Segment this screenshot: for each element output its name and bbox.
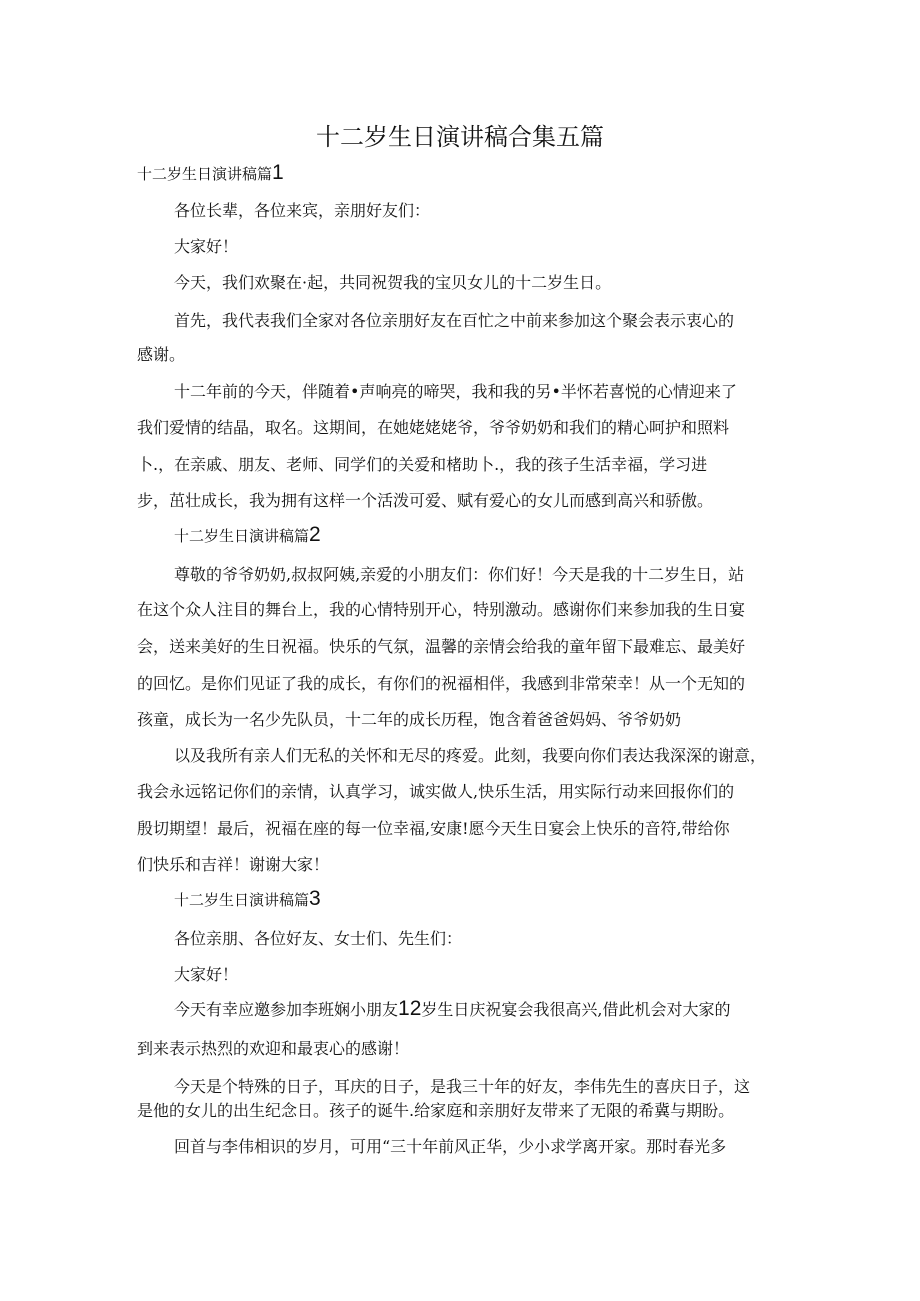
- section-1-number: 1: [272, 161, 284, 184]
- paragraph-line: 殷切期望！最后，祝福在座的每一位幸福,安康!愿今天生日宴会上快乐的音符,带给你: [137, 819, 730, 838]
- paragraph-line: 大家好！: [174, 237, 239, 256]
- section-2-number: 2: [309, 523, 321, 546]
- paragraph-line: 步，茁壮成长，我为拥有这样一个活泼可爱、赋有爱心的女儿而感到高兴和骄傲。: [137, 491, 714, 510]
- paragraph-line: 各位长辈，各位来宾，亲朋好友们：: [174, 201, 431, 220]
- document-title: 十二岁生日演讲稿合集五篇: [316, 123, 604, 151]
- paragraph-line: 会，送来美好的生日祝福。快乐的气氛，温馨的亲情会给我的童年留下最难忘、最美好: [137, 637, 746, 656]
- section-1-heading-text: 十二岁生日演讲稿篇: [137, 165, 273, 183]
- paragraph-line: 在这个众人注目的舞台上，我的心情特别开心，特别激动。感谢你们来参加我的生日宴: [137, 600, 746, 619]
- paragraph-line: 孩童，成长为一名少先队员，十二年的成长历程，饱含着爸爸妈妈、爷爷奶奶: [137, 710, 682, 729]
- paragraph-line: 的回忆。是你们见证了我的成长，有你们的祝福相伴，我感到非常荣幸！从一个无知的: [137, 674, 746, 693]
- paragraph-line: 我会永远铭记你们的亲情，认真学习，诚实做人,快乐生活，用实际行动来回报你们的: [137, 782, 735, 801]
- paragraph-line: 尊敬的爷爷奶奶,叔叔阿姨,亲爱的小朋友们：你们好！今天是我的十二岁生日，站: [174, 565, 745, 584]
- age-number: 12: [398, 997, 422, 1020]
- section-3-heading-text: 十二岁生日演讲稿篇: [174, 891, 310, 909]
- paragraph-line: 十二年前的今天，伴随着•声响亮的啼哭，我和我的另•半怀若喜悦的心情迎来了: [174, 382, 737, 401]
- section-3-number: 3: [309, 887, 321, 910]
- section-1-heading: [137, 163, 787, 184]
- section-3-heading: [174, 889, 824, 910]
- paragraph-line: 今天，我们欢聚在·起，共同祝贺我的宝贝女儿的十二岁生日。: [174, 273, 612, 292]
- paragraph-text: 岁生日庆祝宴会我很高兴,借此机会对大家的: [421, 1000, 731, 1019]
- paragraph-line: 大家好！: [174, 965, 239, 984]
- paragraph-line: 以及我所有亲人们无私的关怀和无尽的疼爱。此刻，我要向你们表达我深深的谢意，: [174, 746, 767, 765]
- paragraph-line: 们快乐和吉祥！谢谢大家！: [137, 855, 330, 874]
- paragraph-text: 今天有幸应邀参加李班娴小朋友: [174, 1000, 399, 1019]
- section-2-heading-text: 十二岁生日演讲稿篇: [174, 527, 310, 545]
- paragraph-line: 是他的女儿的出生纪念日。孩子的诞牛.给家庭和亲朋好友带来了无限的希冀与期盼。: [137, 1101, 735, 1120]
- paragraph-line: [174, 999, 824, 1020]
- paragraph-line: 我们爱情的结晶，取名。这期间，在她姥姥姥爷，爷爷奶奶和我们的精心呵护和照料: [137, 418, 730, 437]
- paragraph-line: 卜.，在亲戚、朋友、老师、同学们的关爱和楮助卜.，我的孩子生活幸福，学习进: [137, 455, 708, 474]
- paragraph-line: 今天是个特殊的日子，耳庆的日子，是我三十年的好友，李伟先生的喜庆日子，这: [174, 1077, 751, 1096]
- paragraph-line: 首先，我代表我们全家对各位亲朋好友在百忙之中前来参加这个聚会表示衷心的: [174, 311, 735, 330]
- paragraph-line: 回首与李伟相识的岁月，可用“三十年前风正华，少小求学离开家。那时春光多: [174, 1137, 727, 1156]
- paragraph-line: 感谢。: [137, 345, 186, 364]
- paragraph-line: 各位亲朋、各位好友、女士们、先生们：: [174, 929, 463, 948]
- section-2-heading: [174, 525, 824, 546]
- paragraph-line: 到来表示热烈的欢迎和最衷心的感谢！: [137, 1039, 410, 1058]
